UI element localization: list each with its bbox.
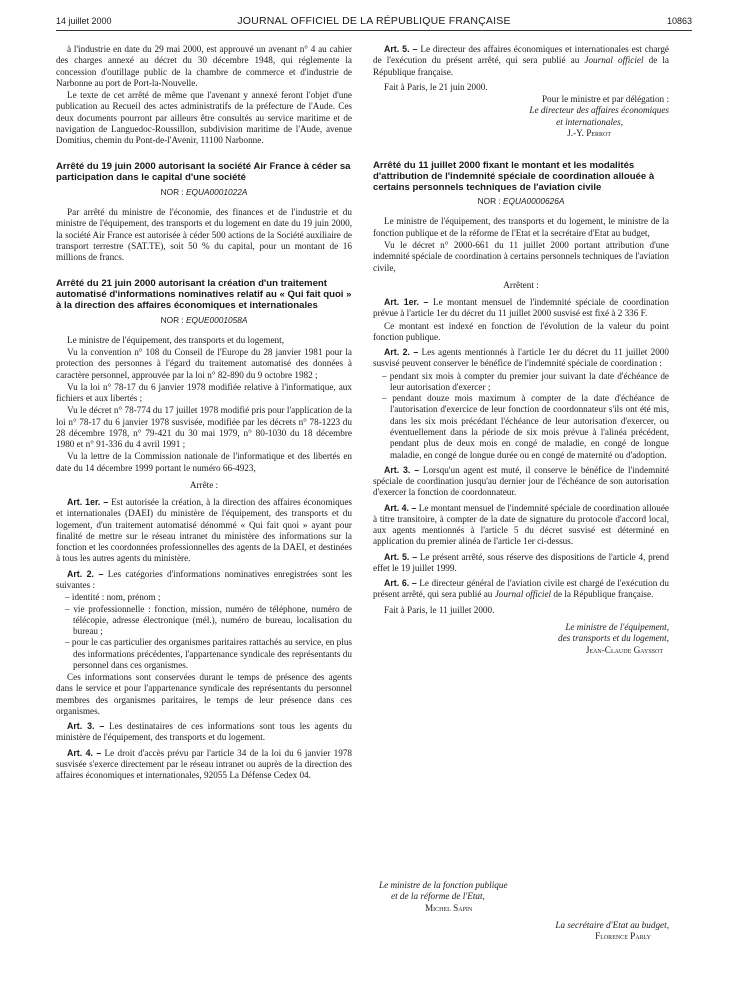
nor-reference: NOR : EQUA0000626A bbox=[477, 196, 565, 207]
arrete-heading: Arrête : bbox=[189, 479, 219, 490]
paragraph: Le texte de cet arrêté de même que l'avenant y annexé feront l'objet d'une publication au Recueil des actes administratifs de la préfecture de l'Aude. Ces deux documents pourront par ailleurs être consultés au service maritime et de navigation de Languedoc-Roussillon, subdivision maritime de l'Aude, avenue Domitius, chemin du Pont-de-l'Avenir, 11100 Narbonne. bbox=[56, 90, 352, 146]
article: Art. 2. – Les catégories d'informations nominatives enregistrées sont les suivantes : bbox=[56, 568, 352, 591]
article: Art. 5. – Le directeur des affaires économiques et internationales est chargé de l'exécution du présent arrêté, qui sera publié au Journal officiel de la République française. bbox=[373, 44, 670, 77]
nor-reference: NOR : EQUA0001022A bbox=[160, 186, 248, 197]
article: Art. 3. – Lorsqu'un agent est muté, il conserve le bénéfice de l'indemnité spéciale de coordination jusqu'au dernier jour de l'échéance de son autorisation d'exercer la fonction de coordonnateur. bbox=[373, 464, 669, 498]
list-item: – identité : nom, prénom ; bbox=[65, 592, 161, 603]
signatory-title: Le directeur des affaires économiques bbox=[529, 105, 669, 116]
list-item: – pour le cas particulier des organismes paritaires rattachés au service, en plus des informations précédentes, l'appartenance syndicale des représentants du personnel dans ces organismes. bbox=[65, 637, 352, 670]
article-label: Art. 5. – bbox=[384, 551, 418, 562]
date-line: Fait à Paris, le 11 juillet 2000. bbox=[384, 604, 495, 615]
article-label: Art. 3. – bbox=[384, 464, 420, 475]
paragraph: Vu la lettre de la Commission nationale de l'informatique et des libertés en date du 14 décembre 1999 portant le numéro 66-4923, bbox=[56, 451, 352, 473]
list-item: – pendant six mois à compter du premier jour suivant la date d'échéance de leur autorisation d'exercer ; bbox=[382, 370, 669, 392]
decree-title: Arrêté du 11 juillet 2000 fixant le montant et les modalités d'attribution de l'indemnité spéciale de coordination allouée à certains personnels techniques de l'aviation civile bbox=[373, 160, 655, 193]
date-line: Fait à Paris, le 21 juin 2000. bbox=[384, 81, 488, 92]
article-label: Art. 2. – bbox=[67, 568, 104, 579]
article: Art. 5. – Le présent arrêté, sous réserve des dispositions de l'article 4, prend effet le 19 juillet 1999. bbox=[373, 551, 669, 573]
arretent-heading: Arrêtent : bbox=[503, 279, 539, 290]
article: Art. 4. – Le montant mensuel de l'indemnité spéciale de coordination allouée à titre transitoire, à compter de la date de signature du protocole d'accord local, aux agents mentionnés à l'article 5 du décret susvisé est déterminé en application du premier alinéa de l'article 1er ci-dessus. bbox=[373, 502, 669, 547]
article: Art. 6. – Le directeur général de l'aviation civile est chargé de l'exécution du présent arrêté, qui sera publié au Journal officiel de la République française. bbox=[373, 578, 669, 600]
delegation-line: Pour le ministre et par délégation : bbox=[541, 94, 669, 105]
article-label: Art. 6. – bbox=[384, 578, 417, 589]
signatory-name: Jean-Claude Gayssot bbox=[585, 644, 663, 655]
signatory-title: et de la réforme de l'Etat, bbox=[391, 891, 485, 902]
paragraph: Par arrêté du ministre de l'économie, des finances et de l'industrie et du ministre de l'équipement, des transports et du logement en date du 19 juin 2000, la société Air France est autorisée à céder 500 actions de la Société auxiliaire de transport terrestre (SAT.TE), soit 50 % du capital, pour un montant de 16 millions de francs. bbox=[56, 207, 352, 263]
list bbox=[373, 371, 669, 461]
signatory-title: des transports et du logement, bbox=[557, 633, 669, 644]
paragraph: Ces informations sont conservées durant le temps de présence des agents dans le service et pour l'appartenance syndicale des représentants du personnel membres des organismes paritaires, le temps de leur présence dans ces organismes. bbox=[56, 672, 352, 716]
signatory-title: La secrétaire d'Etat au budget, bbox=[555, 919, 669, 930]
signatory-title: Le ministre de l'équipement, bbox=[565, 621, 669, 632]
decree-title: Arrêté du 21 juin 2000 autorisant la création d'un traitement automatisé d'informations nominatives relatif au « Qui fait quoi » à la direction des affaires économiques et internationales bbox=[56, 278, 352, 311]
left-column bbox=[56, 44, 352, 783]
decree-title: Arrêté du 19 juin 2000 autorisant la société Air France à céder sa participation dans le capital d'une société bbox=[56, 161, 351, 184]
paragraph: Le ministre de l'équipement, des transports et du logement, le ministre de la fonction publique et de la réforme de l'Etat et la secrétaire d'Etat au budget, bbox=[373, 216, 669, 238]
list-item: – pendant douze mois maximum à compter de la date d'échéance de l'autorisation d'exercice de leur fonction de coordonnateur s'ils ont été mis, dans les six mois précédant l'échéance de leur autorisation d'exercer, ou éventuellement dans la période de six mois prévue à l'alinéa précédent, pendant plus de deux mois en congé de maladie, en congé de longue maladie, en congé de longue durée ou en congé de maternité ou d'adoption. bbox=[382, 393, 669, 460]
article-label: Art. 1er. – bbox=[384, 297, 429, 308]
article-label: Art. 4. – bbox=[67, 747, 102, 758]
article-label: Art. 3. – bbox=[67, 721, 105, 732]
article: Art. 2. – Les agents mentionnés à l'article 1er du décret du 11 juillet 2000 susvisé peuvent conserver le bénéfice de l'indemnité spéciale de coordination : bbox=[373, 347, 669, 369]
signatory-name: Michel Sapin bbox=[425, 902, 473, 913]
nor-code: EQUA0001022A bbox=[186, 186, 248, 197]
nor-code: EQUA0000626A bbox=[503, 196, 565, 207]
signatory-name: Florence Parly bbox=[595, 931, 651, 942]
cosignatory-block bbox=[373, 880, 669, 942]
article-label: Art. 2. – bbox=[384, 347, 419, 358]
right-column bbox=[373, 44, 669, 656]
signatory-title: et internationales, bbox=[556, 116, 623, 127]
article: Art. 4. – Le droit d'accès prévu par l'article 34 de la loi du 6 janvier 1978 susvisée s'exerce directement par le réseau intranet ou auprès de la direction des affaires économiques et internationales, 92055 La Défense Cedex 04. bbox=[56, 747, 352, 781]
paragraph: Ce montant est indexé en fonction de l'évolution de la valeur du point fonction publique. bbox=[373, 320, 669, 342]
article-label: Art. 5. – bbox=[384, 44, 418, 54]
article-label: Art. 1er. – bbox=[67, 497, 109, 508]
paragraph: Le ministre de l'équipement, des transports et du logement, bbox=[67, 334, 284, 345]
list-item: – vie professionnelle : fonction, mission, numéro de téléphone, numéro de télécopie, adresse électronique (mél.), numéro de bureau, localisation du bureau ; bbox=[65, 603, 352, 637]
nor-code: EQUE0001058A bbox=[186, 314, 248, 325]
header-page-number: 10863 bbox=[666, 16, 692, 26]
article: Art. 1er. – Le montant mensuel de l'indemnité spéciale de coordination prévue à l'article 1er du décret du 11 juillet 2000 susvisé est fixé à 2 336 F. bbox=[373, 297, 670, 319]
paragraph: Vu la loi n° 78-17 du 6 janvier 1978 modifiée relative à l'informatique, aux fichiers et aux libertés ; bbox=[56, 381, 352, 404]
article: Art. 1er. – Est autorisée la création, à la direction des affaires économiques et internationales (DAEI) du ministère de l'équipement, des transports et du logement, d'un traitement automatisé dénommé « Qui fait quoi » ayant pour finalité de mettre sur le réseau intranet du ministère des informations sur la fonction et les coordonnées professionnelles des agents de la DAEI, et destinées à tous les autres agents du ministère. bbox=[56, 497, 353, 564]
signatory-title: Le ministre de la fonction publique bbox=[379, 880, 508, 890]
paragraph: Vu le décret n° 78-774 du 17 juillet 1978 modifié pris pour l'application de la loi n° 78-17 du 6 janvier 1978 susvisée, modifiée par les décrets n° 78-1223 du 28 décembre 1978, n° 79-421 du 30 mai 1979, n° 80-1030 du 18 décembre 1980 et n° 91-336 du 4 avril 1991 ; bbox=[56, 405, 352, 450]
article: Art. 3. – Les destinataires de ces informations sont tous les agents du ministère de l'équipement, des transports et du logement. bbox=[56, 721, 352, 743]
signatory-name: J.-Y. Perrot bbox=[567, 127, 611, 138]
list bbox=[56, 592, 352, 671]
header-date: 14 juillet 2000 bbox=[56, 16, 112, 26]
article-label: Art. 4. – bbox=[384, 502, 417, 513]
page-header bbox=[56, 14, 692, 31]
paragraph: Vu le décret n° 2000-661 du 11 juillet 2000 portant attribution d'une indemnité spéciale de coordination à certains personnels techniques de l'aviation civile, bbox=[373, 240, 669, 273]
nor-reference: NOR : EQUE0001058A bbox=[160, 314, 248, 325]
paragraph: Vu la convention n° 108 du Conseil de l'Europe du 28 janvier 1981 pour la protection des personnes à l'égard du traitement automatisé des données à caractère personnel, approuvée par la loi n° 82-890 du 9 octobre 1982 ; bbox=[56, 346, 352, 380]
paragraph: à l'industrie en date du 29 mai 2000, est approuvé un avenant n° 4 au cahier des charges annexé au décret du 30 décembre 1948, qui réglemente la concession d'outillage public de la chambre de commerce et d'industrie de Narbonne au port de Port-la-Nouvelle. bbox=[56, 44, 352, 88]
header-title: JOURNAL OFFICIEL DE LA RÉPUBLIQUE FRANÇAISE bbox=[237, 15, 511, 27]
